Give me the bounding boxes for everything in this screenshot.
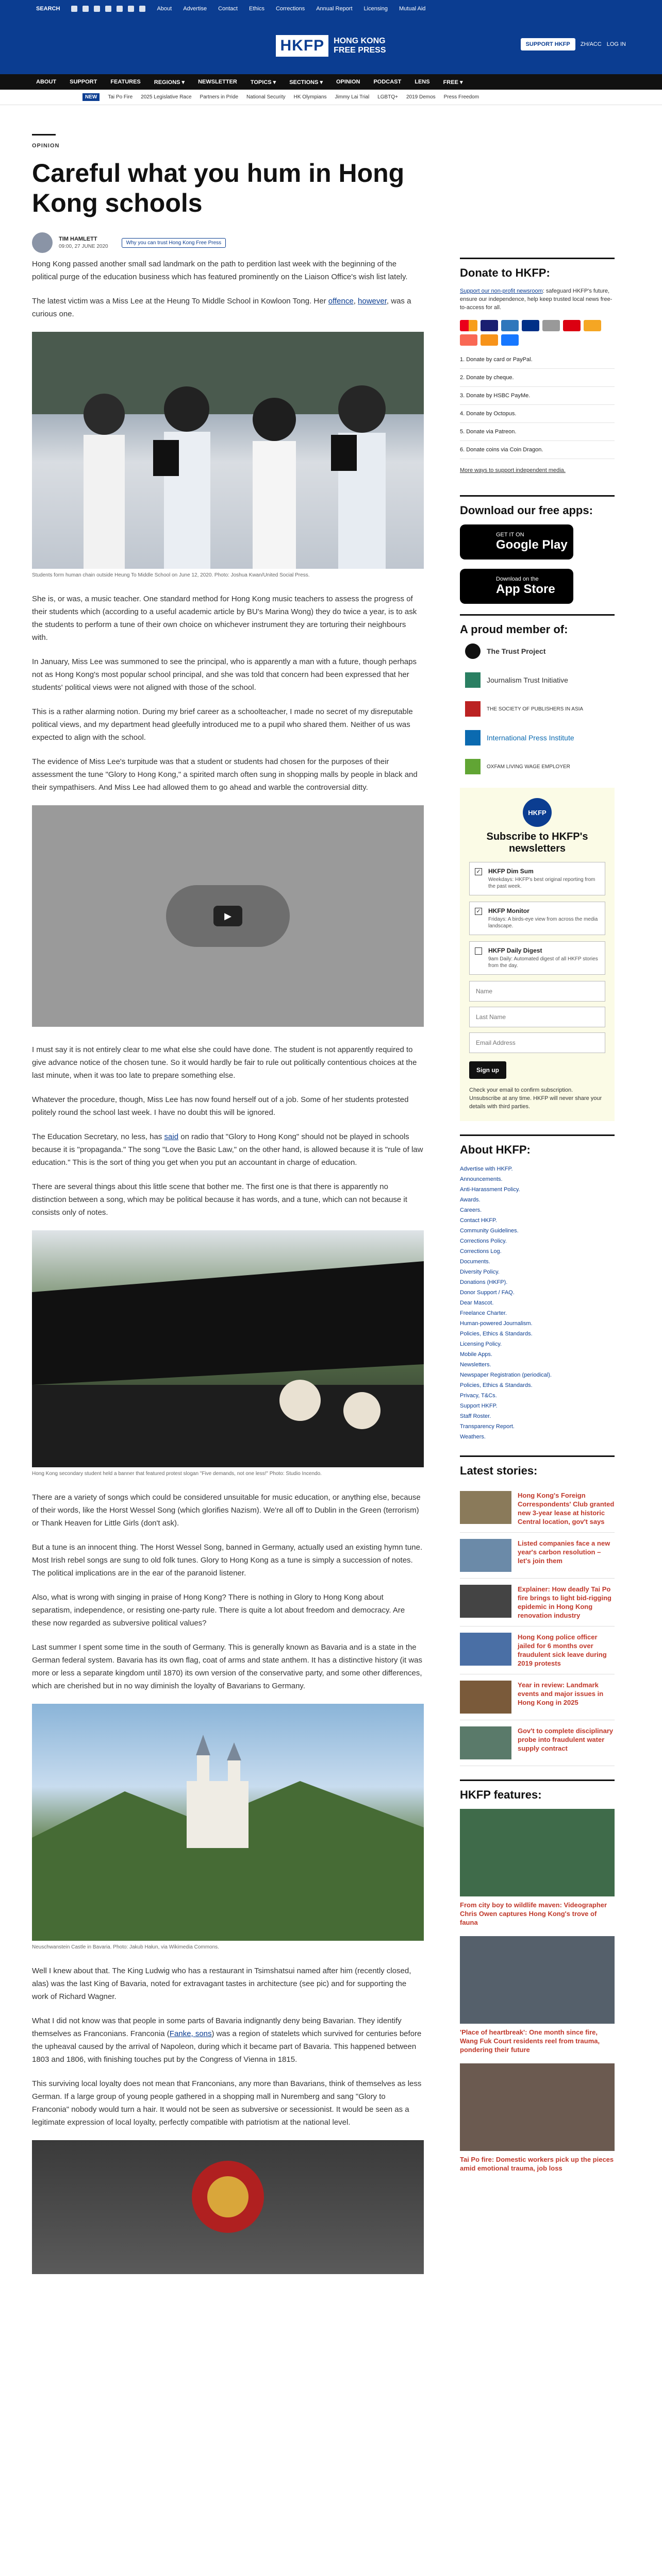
- about-link[interactable]: Contact HKFP.: [460, 1217, 497, 1224]
- about-link[interactable]: Anti-Harassment Policy.: [460, 1187, 520, 1193]
- paragraph: This is a rather alarming notion. During my brief career as a schoolteacher, I made no secret of my disreputable political views, and my department head gleefully introduced me to a pupil who shared them. Neither of us was expected to align with the school.: [32, 707, 413, 742]
- paragraph: She is, or was, a music teacher. One standard method for Hong Kong music teachers to assess the progress of their students which (according to a useful academic article by BU's Marina Wong) they do twice a year, is to ask the students to perform a tune of their own choice on whichever instrument they are torturing their neighbours with.: [32, 595, 417, 642]
- section-rule: [32, 134, 56, 135]
- last-name-field[interactable]: [469, 1007, 605, 1027]
- video-thumbnail: [166, 885, 290, 947]
- donate-option[interactable]: 1. Donate by card or PayPal.: [460, 351, 615, 369]
- photo-human-chain: [32, 332, 424, 569]
- paragraph: In January, Miss Lee was summoned to see the principal, who is apparently a man with a future, though perhaps not as Hong Kong's most popular school principal, and she was told that concern had been expressed that her students' political views were not aligned with those of the school.: [32, 657, 417, 692]
- about-link[interactable]: Donor Support / FAQ.: [460, 1290, 515, 1296]
- payme-icon: [563, 320, 581, 331]
- top-utility-bar: [0, 0, 662, 18]
- newsletter-widget: [460, 788, 615, 1121]
- paragraph: Whatever the procedure, though, Miss Lee has now found herself out of a job. Some of her students protested politely round the school last week. I have no doubt this will be ignored.: [32, 1095, 409, 1117]
- trending-item[interactable]: Press Freedom: [443, 94, 479, 100]
- checkbox[interactable]: [475, 947, 482, 955]
- nav-sections[interactable]: SECTIONS ▾: [289, 79, 323, 86]
- photo-caption: Neuschwanstein Castle in Bavaria. Photo: Jakub Hałun, via Wikimedia Commons.: [32, 1944, 219, 1950]
- article-title: Careful what you hum in Hong Kong schools: [32, 159, 405, 217]
- members-title: A proud member of:: [460, 623, 568, 636]
- trending-item[interactable]: Jimmy Lai Trial: [335, 94, 370, 100]
- checkbox[interactable]: ✓: [475, 908, 482, 915]
- about-link[interactable]: Freelance Charter.: [460, 1310, 507, 1316]
- newsletter-option[interactable]: ✓ HKFP Dim Sum Weekdays: HKFP's best original reporting from the past week.: [469, 862, 605, 895]
- about-link[interactable]: Community Guidelines.: [460, 1228, 519, 1234]
- about-link[interactable]: Human-powered Journalism.: [460, 1320, 533, 1327]
- google-play-button[interactable]: GET IT ON Google Play: [460, 524, 573, 560]
- protest-illustration: [32, 1230, 424, 1467]
- nav-lens[interactable]: LENS: [415, 79, 430, 85]
- top-link-ethics[interactable]: Ethics: [249, 6, 264, 12]
- app-store-button[interactable]: Download on the App Store: [460, 569, 573, 604]
- latest-story[interactable]: Year in review: Landmark events and major issues in Hong Kong in 2025: [460, 1674, 615, 1720]
- widget-rule: [460, 258, 615, 259]
- author-avatar: [32, 232, 53, 253]
- about-link[interactable]: Support HKFP.: [460, 1403, 498, 1409]
- donate-option[interactable]: 4. Donate by Octopus.: [460, 405, 615, 423]
- trending-item[interactable]: National Security: [246, 94, 286, 100]
- donate-widget: [460, 258, 615, 474]
- trust-button[interactable]: Why you can trust Hong Kong Free Press: [122, 238, 226, 248]
- signup-button[interactable]: Sign up: [469, 1061, 506, 1079]
- nav-podcast[interactable]: PODCAST: [373, 79, 402, 85]
- story-thumbnail: [460, 1936, 615, 2024]
- nav-newsletter[interactable]: NEWSLETTER: [198, 79, 237, 85]
- trending-item[interactable]: Partners in Pride: [200, 94, 239, 100]
- newsletter-title: Subscribe to HKFP's newsletters: [486, 831, 588, 854]
- paragraph: There are several things about this little scene that bother me. The first one is that there is apparently no distinction between a song, which may be political because it has words, and a tune, which can not because it consists only of notes.: [32, 1182, 407, 1217]
- donate-option[interactable]: 3. Donate by HSBC PayMe.: [460, 387, 615, 405]
- paragraph: What I did not know was that people in some parts of Bavaria indignantly deny being Bavarian. They identify themselves as Franconians. Franconia (Fanke, sons) was a region of statelets which survived for centuries before the upheaval caused by the arrival of Napoleon, during which it became part of Bavaria. This happened between 1803 and 1806, with finishing touches put by the Congress of Vienna in 1815.: [32, 2016, 422, 2064]
- inline-link[interactable]: however: [358, 297, 387, 306]
- paragraph: The Education Secretary, no less, has said on radio that "Glory to Hong Kong" should not be played in schools because it is "propaganda." The song "Love the Basic Law," on the other hand, is allowed because it is "rule of law education." This is the sort of thing you get when you put an accountant in charge of education.: [32, 1132, 423, 1167]
- name-field[interactable]: [469, 981, 605, 1002]
- nav-support[interactable]: SUPPORT: [70, 79, 97, 85]
- widget-rule: [460, 1134, 615, 1136]
- about-list: [460, 1164, 615, 1442]
- top-link-corrections[interactable]: Corrections: [275, 6, 305, 12]
- feature-story[interactable]: 'Place of heartbreak': One month since fire, Wang Fuk Court residents reel from trauma, pondering their future: [460, 1936, 615, 2054]
- about-link[interactable]: Careers.: [460, 1207, 482, 1213]
- about-link[interactable]: Announcements.: [460, 1176, 503, 1182]
- story-thumbnail: [460, 1726, 511, 1759]
- about-link[interactable]: Diversity Policy.: [460, 1269, 500, 1275]
- story-thumbnail: [460, 2063, 615, 2151]
- member-ipi[interactable]: International Press Institute: [465, 730, 615, 745]
- publish-date: 09:00, 27 JUNE 2020: [59, 244, 108, 249]
- logo-abbr: HKFP: [276, 35, 328, 57]
- about-link[interactable]: Privacy, T&Cs.: [460, 1393, 497, 1399]
- paragraph: Well I knew about that. The King Ludwig who has a restaurant in Tsimshatsui named after him (recently closed, alas) was the last King of Bavaria, noted for extravagant tastes in architecture (see pic) and for supporting the work of Richard Wagner.: [32, 1967, 411, 2001]
- masthead: [0, 18, 662, 74]
- about-link[interactable]: Newspaper Registration (periodical).: [460, 1372, 552, 1378]
- patreon-icon: [460, 334, 477, 346]
- search-link[interactable]: SEARCH: [36, 6, 60, 12]
- octopus-icon: [584, 320, 601, 331]
- member-sopa[interactable]: THE SOCIETY OF PUBLISHERS IN ASIA: [465, 701, 615, 717]
- paypal-icon: [522, 320, 539, 331]
- inline-link[interactable]: said: [164, 1132, 179, 1141]
- about-link[interactable]: Mobile Apps.: [460, 1351, 492, 1358]
- newsletter-option[interactable]: HKFP Daily Digest 9am Daily: Automated digest of all HKFP stories from the day.: [469, 941, 605, 975]
- story-thumbnail: [460, 1681, 511, 1714]
- threads-icon[interactable]: [117, 6, 123, 12]
- story-thumbnail: [460, 1491, 511, 1524]
- article-body: [32, 258, 424, 2274]
- donate-option[interactable]: 6. Donate coins via Coin Dragon.: [460, 441, 615, 459]
- alipay-icon: [501, 334, 519, 346]
- latest-story[interactable]: Hong Kong police officer jailed for 6 months over fraudulent sick leave during 2019 protests: [460, 1626, 615, 1674]
- trending-bar: [0, 90, 662, 105]
- about-link[interactable]: Transparency Report.: [460, 1423, 515, 1430]
- nav-about[interactable]: ABOUT: [36, 79, 57, 85]
- youtube-icon[interactable]: [105, 6, 111, 12]
- donate-option[interactable]: 2. Donate by cheque.: [460, 369, 615, 387]
- paragraph: The latest victim was a Miss Lee at the Heung To Middle School in Kowloon Tong. Her offence, however, was a curious one.: [32, 297, 411, 318]
- section-kicker[interactable]: OPINION: [32, 143, 60, 149]
- about-link[interactable]: Newsletters.: [460, 1362, 491, 1368]
- donate-text: Support our non-profit newsroom: safeguard HKFP's future, ensure our independence, help keep trusted local news free-to-access for all.: [460, 288, 613, 311]
- byline-text: [59, 236, 108, 249]
- jti-logo-icon: [465, 672, 481, 688]
- email-field[interactable]: [469, 1032, 605, 1053]
- about-widget: [460, 1134, 615, 1442]
- latest-story[interactable]: Listed companies face a new year's carbon resolution – let's join them: [460, 1533, 615, 1579]
- about-link[interactable]: Corrections Log.: [460, 1248, 502, 1255]
- masthead-actions: [521, 38, 626, 50]
- story-thumbnail: [460, 1633, 511, 1666]
- widget-rule: [460, 1780, 615, 1781]
- widget-rule: [460, 614, 615, 616]
- paragraph: The evidence of Miss Lee's turpitude was that a student or students had chosen for the purposes of their assessment the tune "Glory to Hong Kong," a spirited march often sung in shopping malls by people in black and their sympathisers. And Miss Lee had allowed them to go ahead and warble the controversial ditty.: [32, 757, 418, 792]
- feature-story[interactable]: From city boy to wildlife maven: Videographer Chris Owen captures Hong Kong's trove of fauna: [460, 1809, 615, 1927]
- feature-story[interactable]: Tai Po fire: Domestic workers pick up the pieces amid emotional trauma, job loss: [460, 2063, 615, 2173]
- inline-link[interactable]: Fanke, sons: [169, 2029, 212, 2038]
- latest-story[interactable]: Hong Kong's Foreign Correspondents' Club granted new 3-year lease at historic Central location, gov't says: [460, 1485, 615, 1533]
- member-jti[interactable]: Journalism Trust Initiative: [465, 672, 615, 688]
- donate-title: Donate to HKFP:: [460, 266, 550, 279]
- latest-widget: [460, 1455, 615, 1766]
- main-nav: [0, 74, 662, 90]
- support-button[interactable]: SUPPORT HKFP: [521, 38, 575, 50]
- about-link[interactable]: Policies, Ethics & Standards.: [460, 1382, 533, 1388]
- donate-options: [460, 351, 615, 459]
- about-link[interactable]: Dear Mascot.: [460, 1300, 494, 1306]
- about-link[interactable]: Policies, Ethics & Standards.: [460, 1331, 533, 1337]
- about-link[interactable]: Weathers.: [460, 1434, 486, 1440]
- nav-opinion[interactable]: OPINION: [336, 79, 360, 85]
- trending-item[interactable]: 2025 Legislative Race: [141, 94, 192, 100]
- apps-title: Download our free apps:: [460, 504, 593, 517]
- story-thumbnail: [460, 1539, 511, 1572]
- about-link[interactable]: Staff Roster.: [460, 1413, 491, 1419]
- castle-illustration: [32, 1704, 424, 1941]
- top-link-contact[interactable]: Contact: [218, 6, 238, 12]
- about-link[interactable]: Awards.: [460, 1197, 481, 1203]
- newsletter-logo: HKFP: [523, 798, 552, 827]
- trending-item[interactable]: Tai Po Fire: [108, 94, 133, 100]
- play-button-icon[interactable]: ▶: [213, 906, 242, 926]
- about-link[interactable]: Corrections Policy.: [460, 1238, 507, 1244]
- linkedin-icon[interactable]: [128, 6, 134, 12]
- ipi-logo-icon: [465, 730, 481, 745]
- paragraph: This surviving local loyalty does not mean that Franconians, any more than Bavarians, think of themselves as less German. If a large group of young people gathered in a shopping mall in Nuremberg and sang "Glory to Franconia" nobody would turn a hair. It would not be seen as subversive or secessionist. It would be seen as a legitimate expression of local loyalty, perfectly compatible with patriotism at the national level.: [32, 2079, 422, 2127]
- login-link[interactable]: LOG IN: [606, 41, 626, 47]
- top-link-annual-report[interactable]: Annual Report: [316, 6, 353, 12]
- students-illustration: [32, 332, 424, 569]
- members-widget: [460, 614, 615, 774]
- member-oxfam[interactable]: OXFAM LIVING WAGE EMPLOYER: [465, 759, 615, 774]
- top-link-licensing[interactable]: Licensing: [363, 6, 388, 12]
- photo-castle: [32, 1704, 424, 1941]
- story-thumbnail: [460, 1585, 511, 1618]
- top-link-advertise[interactable]: Advertise: [183, 6, 207, 12]
- sidebar: [460, 258, 615, 2182]
- trust-project-logo-icon: [465, 643, 481, 659]
- visa-icon: [481, 320, 498, 331]
- byline: [32, 232, 434, 253]
- sopa-logo-icon: [465, 701, 481, 717]
- latest-story[interactable]: Gov't to complete disciplinary probe into fraudulent water supply contract: [460, 1720, 615, 1766]
- newsletter-option[interactable]: ✓ HKFP Monitor Fridays: A birds-eye view from across the media landscape.: [469, 902, 605, 935]
- more-ways-link[interactable]: More ways to support independent media.: [460, 467, 566, 473]
- payment-logos: [460, 320, 615, 346]
- features-widget: [460, 1780, 615, 2173]
- story-thumbnail: [460, 1809, 615, 1896]
- apps-widget: [460, 495, 615, 604]
- top-link-about[interactable]: About: [157, 6, 172, 12]
- trending-item[interactable]: LGBTQ+: [377, 94, 398, 100]
- inline-link[interactable]: offence: [328, 297, 354, 306]
- coin-icon: [481, 334, 498, 346]
- language-toggle[interactable]: ZH/ACC: [580, 41, 602, 47]
- trending-item[interactable]: 2019 Demos: [406, 94, 436, 100]
- new-badge: NEW: [82, 93, 100, 101]
- paragraph: Last summer I spent some time in the south of Germany. This is generally known as Bavaria and is a state in the German federal system. Bavaria has its own flag, coat of arms and state anthem. It has a distinctive history (it was more or less a separate kingdom until 1870) its own version of the conservative party, and some other differences, which are cherished but in no way diminish the loyalty of Bavarians to Germany.: [32, 1643, 422, 1690]
- nav-topics[interactable]: TOPICS ▾: [250, 79, 276, 86]
- widget-rule: [460, 1455, 615, 1457]
- about-link[interactable]: Documents.: [460, 1259, 490, 1265]
- nav-regions[interactable]: REGIONS ▾: [154, 79, 185, 86]
- x-twitter-icon[interactable]: [82, 6, 89, 12]
- mastercard-icon: [460, 320, 477, 331]
- emblem-illustration: [32, 2140, 424, 2274]
- social-icons: [71, 6, 145, 12]
- member-trust-project[interactable]: The Trust Project: [465, 643, 615, 659]
- newsletter-note: Check your email to confirm subscription. Unsubscribe at any time. HKFP will never share your details with third parties.: [469, 1087, 602, 1110]
- donate-link[interactable]: Support our non-profit newsroom: [460, 288, 543, 294]
- author-name[interactable]: TIM HAMLETT: [59, 236, 97, 242]
- mastodon-icon[interactable]: [139, 6, 145, 12]
- donate-option[interactable]: 5. Donate via Patreon.: [460, 423, 615, 441]
- instagram-icon[interactable]: [94, 6, 100, 12]
- photo-emblem: [32, 2140, 424, 2274]
- photo-protest-banner: [32, 1230, 424, 1467]
- checkbox[interactable]: ✓: [475, 868, 482, 875]
- site-logo[interactable]: [276, 35, 386, 57]
- paragraph: I must say it is not entirely clear to me what else she could have done. The student is not apparently required to give advance notice of the chosen tune. So it would hardly be fair to rule out politically contentious choices at the last minute, when it was too late to prepare something else.: [32, 1045, 417, 1080]
- paragraph: There are a variety of songs which could be considered unsuitable for music education, or anything else, because of their words, like the Horst Wessel Song (which glorifies Nazism). We're all off to Dublin in the Green (terrorism) or Thank Heaven for Little Girls (don't ask).: [32, 1493, 421, 1528]
- paragraph: Hong Kong passed another small sad landmark on the path to perdition last week with the beginning of the political purge of the education business which has featured prominently on the Liaison Office's wish list lately.: [32, 260, 408, 281]
- trending-item[interactable]: HK Olympians: [293, 94, 327, 100]
- widget-rule: [460, 495, 615, 497]
- bank-icon: [542, 320, 560, 331]
- logo-wordmark: HONG KONG FREE PRESS: [334, 37, 386, 55]
- paragraph: Also, what is wrong with singing in praise of Hong Kong? There is nothing in Glory to Hong Kong about separatism, independence, or resisting one-party rule. There is quite a lot about freedom and democracy. Are these now regarded as subversive political values?: [32, 1593, 405, 1628]
- nav-free[interactable]: FREE ▾: [443, 79, 463, 86]
- video-embed[interactable]: [32, 805, 424, 1027]
- features-title: HKFP features:: [460, 1788, 542, 1801]
- about-link[interactable]: Donations (HKFP).: [460, 1279, 508, 1285]
- about-title: About HKFP:: [460, 1143, 531, 1156]
- amex-icon: [501, 320, 519, 331]
- photo-caption: Students form human chain outside Heung To Middle School on June 12, 2020. Photo: Joshua Kwan/United Social Press.: [32, 572, 310, 578]
- paragraph: But a tune is an innocent thing. The Horst Wessel Song, banned in Germany, actually used an existing hymn tune. Most Irish rebel songs are sung to old folk tunes. Glory to Hong Kong as a tune is simply a succession of notes. The political implications are in the ear of the paranoid listener.: [32, 1543, 423, 1578]
- latest-story[interactable]: Explainer: How deadly Tai Po fire brings to light bid-rigging epidemic in Hong Kong renovation industry: [460, 1579, 615, 1626]
- section-header: [32, 134, 434, 272]
- oxfam-logo-icon: [465, 759, 481, 774]
- about-link[interactable]: Licensing Policy.: [460, 1341, 502, 1347]
- top-link-mutual-aid[interactable]: Mutual Aid: [399, 6, 426, 12]
- latest-title: Latest stories:: [460, 1464, 538, 1477]
- nav-features[interactable]: FEATURES: [110, 79, 141, 85]
- facebook-icon[interactable]: [71, 6, 77, 12]
- about-link[interactable]: Advertise with HKFP.: [460, 1166, 513, 1172]
- photo-caption: Hong Kong secondary student held a banner that featured protest slogan "Five demands, not one less!" Photo: Studio Incendo.: [32, 1471, 322, 1477]
